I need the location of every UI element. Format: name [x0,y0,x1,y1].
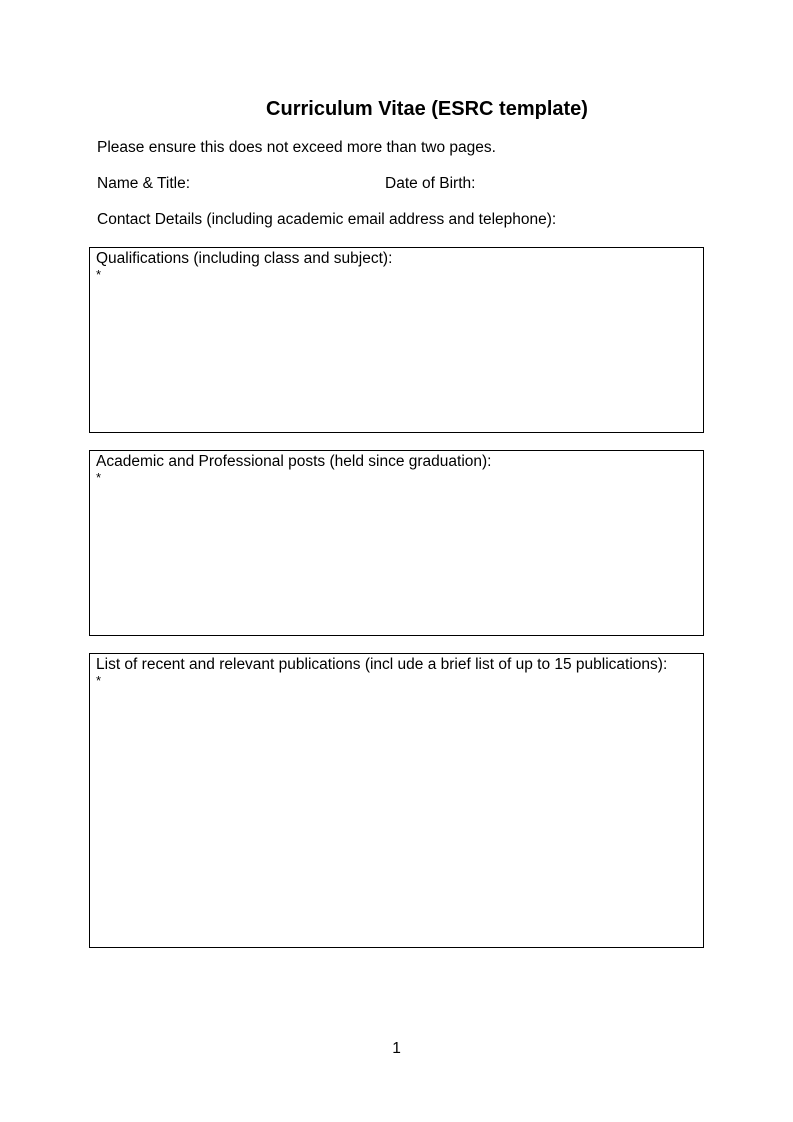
page-title: Curriculum Vitae (ESRC template) [266,98,588,120]
qualifications-bullet: * [96,267,102,282]
publications-label: List of recent and relevant publications (incl ude a brief list of up to 15 publications): [96,656,668,673]
date-of-birth-label: Date of Birth: [385,175,476,192]
qualifications-box [89,247,704,433]
academic-posts-label: Academic and Professional posts (held since graduation): [96,453,492,470]
academic-posts-box [89,450,704,636]
name-title-label: Name & Title: [97,175,191,192]
academic-posts-bullet: * [96,470,102,485]
publications-box [89,653,704,948]
page-number: 1 [392,1040,401,1057]
publications-bullet: * [96,673,102,688]
contact-details-label: Contact Details (including academic email address and telephone): [97,211,557,228]
instruction-text: Please ensure this does not exceed more than two pages. [97,139,496,156]
qualifications-label: Qualifications (including class and subject): [96,250,393,267]
